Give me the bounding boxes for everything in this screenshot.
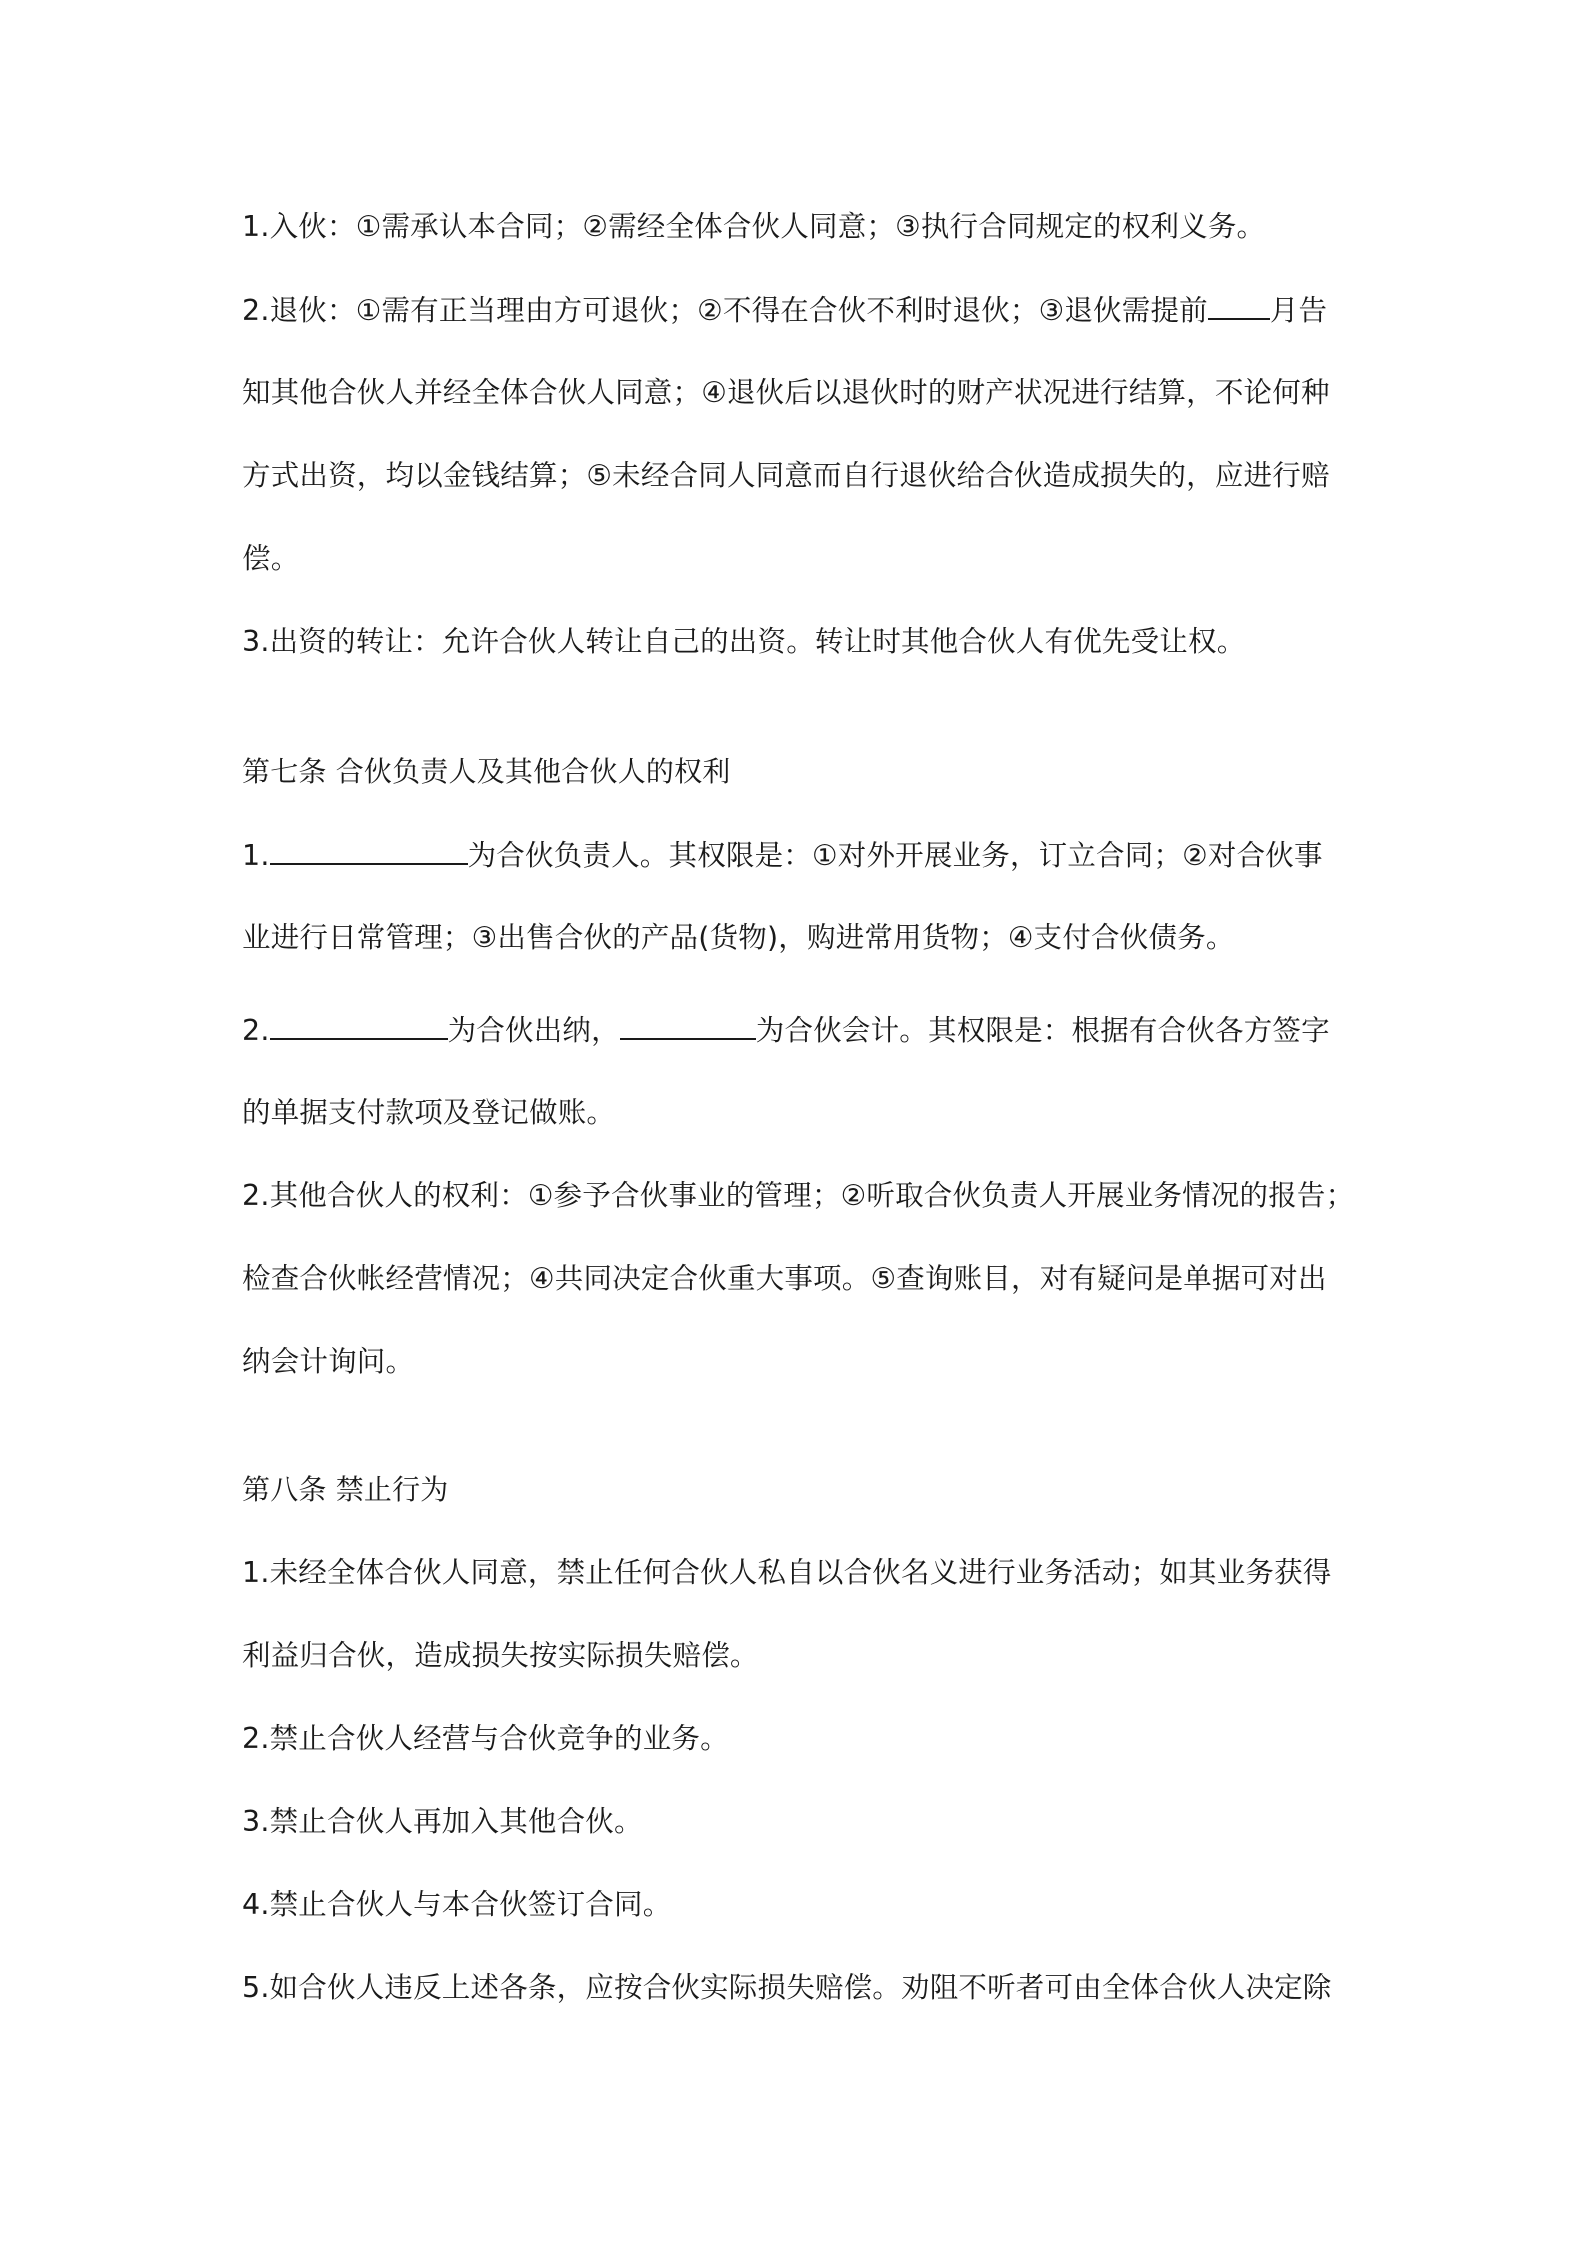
- section7-item2-line1: [242, 1010, 1330, 1051]
- section7-item1-line1: [242, 835, 1323, 876]
- clause-withdraw-line1: [242, 290, 1327, 331]
- section8-item3: 3.禁止合伙人再加入其他合伙。: [242, 1805, 643, 1838]
- section8-item5: 5.如合伙人违反上述各条，应按合伙实际损失赔偿。劝阻不听者可由全体合伙人决定除: [242, 1971, 1332, 2004]
- item-number: 2.: [242, 1014, 270, 1047]
- clause-withdraw-line4: 偿。: [242, 542, 300, 575]
- section7-item2-mid: 为合伙出纳，: [447, 1014, 620, 1047]
- fill-blank-months: [1208, 290, 1270, 320]
- fill-blank-accountant: [620, 1010, 756, 1040]
- fill-blank-manager: [270, 835, 468, 865]
- item-number: 1.: [242, 839, 270, 872]
- section8-item4: 4.禁止合伙人与本合伙签订合同。: [242, 1888, 672, 1921]
- section8-heading: 第八条 禁止行为: [242, 1473, 449, 1506]
- section7-item1-line2: 业进行日常管理；③出售合伙的产品(货物)，购进常用货物；④支付合伙债务。: [242, 921, 1235, 954]
- fill-blank-cashier: [270, 1010, 448, 1040]
- section8-item2: 2.禁止合伙人经营与合伙竞争的业务。: [242, 1722, 729, 1755]
- section8-item1-line2: 利益归合伙，造成损失按实际损失赔偿。: [242, 1639, 759, 1672]
- section7-item2-text: 为合伙会计。其权限是：根据有合伙各方签字: [755, 1014, 1330, 1047]
- clause-transfer: 3.出资的转让：允许合伙人转让自己的出资。转让时其他合伙人有优先受让权。: [242, 625, 1246, 658]
- section7-item1-text: 为合伙负责人。其权限是：①对外开展业务，订立合同；②对合伙事: [467, 839, 1323, 872]
- clause-withdraw-text: 2.退伙：①需有正当理由方可退伙；②不得在合伙不利时退伙；③退伙需提前: [242, 294, 1208, 327]
- section7-item3-line2: 检查合伙帐经营情况；④共同决定合伙重大事项。⑤查询账目，对有疑问是单据可对出: [242, 1262, 1327, 1295]
- clause-withdraw-text-end: 月告: [1269, 294, 1328, 327]
- clause-withdraw-line3: 方式出资，均以金钱结算；⑤未经合同人同意而自行退伙给合伙造成损失的，应进行赔: [242, 459, 1330, 492]
- section8-item1-line1: 1.未经全体合伙人同意，禁止任何合伙人私自以合伙名义进行业务活动；如其业务获得: [242, 1556, 1332, 1589]
- section7-item3-line3: 纳会计询问。: [242, 1345, 415, 1378]
- section7-heading: 第七条 合伙负责人及其他合伙人的权利: [242, 755, 731, 788]
- section7-item3-line1: 2.其他合伙人的权利：①参予合伙事业的管理；②听取合伙负责人开展业务情况的报告；: [242, 1179, 1355, 1212]
- clause-withdraw-line2: 知其他合伙人并经全体合伙人同意；④退伙后以退伙时的财产状况进行结算，不论何种: [242, 376, 1330, 409]
- section7-item2-line2: 的单据支付款项及登记做账。: [242, 1096, 616, 1129]
- clause-join: 1.入伙：①需承认本合同；②需经全体合伙人同意；③执行合同规定的权利义务。: [242, 210, 1266, 243]
